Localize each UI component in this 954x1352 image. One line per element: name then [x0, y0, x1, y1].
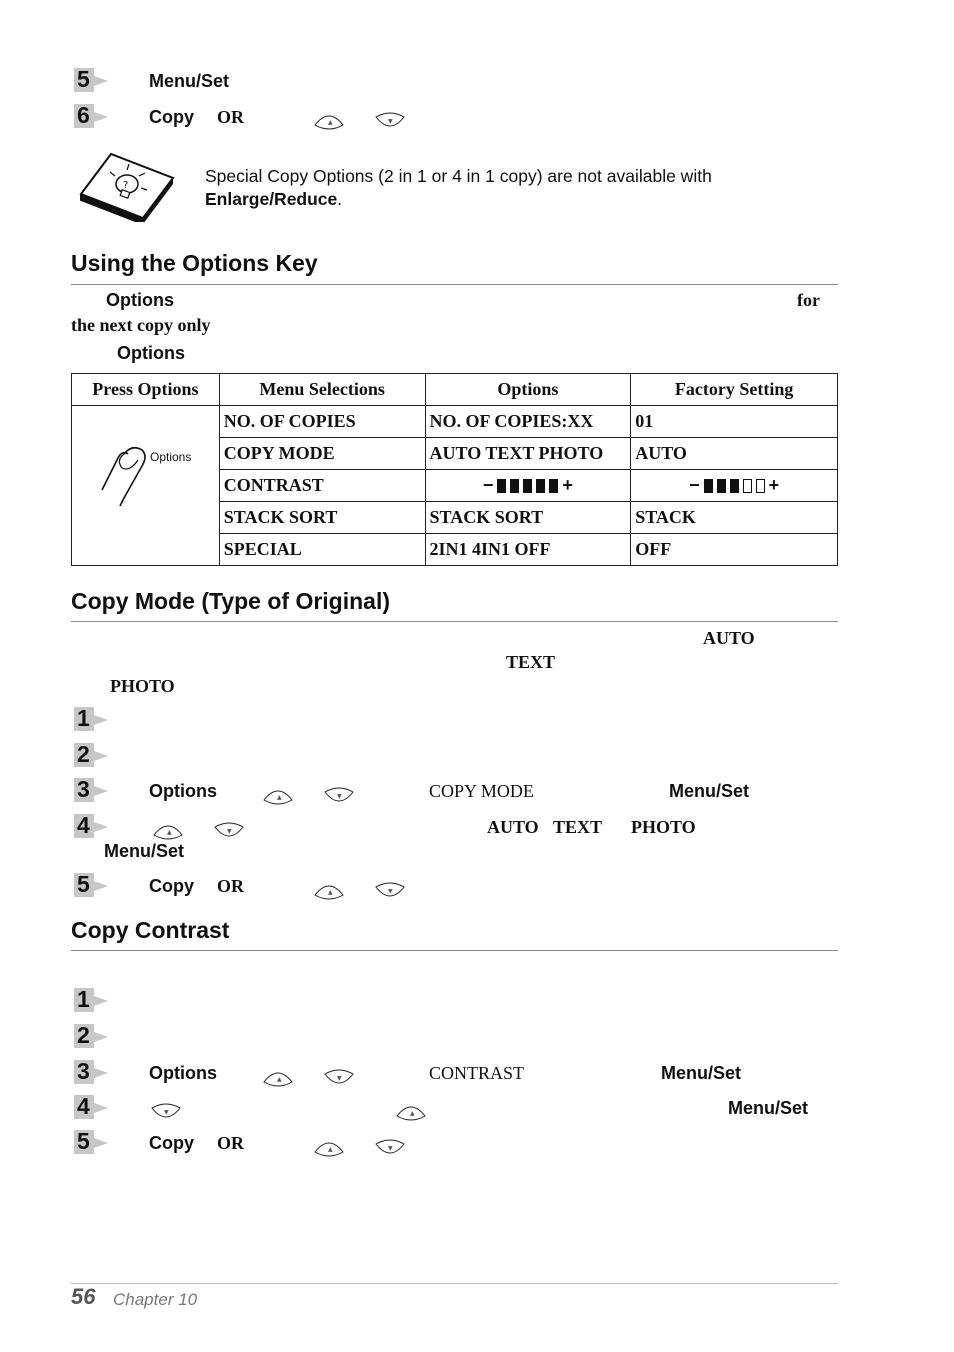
options-key-label: Options	[106, 290, 174, 310]
step-6-marker: 6	[74, 104, 110, 130]
svg-text:▲: ▲	[410, 1110, 415, 1117]
contrast-bar-empty	[756, 479, 765, 493]
or-label: OR	[217, 876, 244, 896]
step-4-marker: 4	[74, 814, 110, 840]
text-option-label: TEXT	[553, 817, 603, 837]
svg-text:▲: ▲	[328, 119, 333, 126]
note-text: Special Copy Options (2 in 1 or 4 in 1 copy) are not available with Enlarge/Reduce.	[205, 166, 712, 209]
step-1-marker: 1	[74, 988, 110, 1014]
contrast-factory-cell	[631, 470, 838, 502]
menu-cell: CONTRAST	[219, 470, 425, 502]
step-5-marker: 5	[74, 68, 110, 94]
options-cell: STACK SORT	[425, 502, 631, 534]
step-4-marker: 4	[74, 1095, 110, 1121]
down-arrow-key-icon	[213, 821, 245, 841]
svg-text:▼: ▼	[388, 888, 393, 895]
text-label: TEXT	[506, 652, 556, 672]
svg-text:▼: ▼	[388, 1145, 393, 1152]
svg-text:▼: ▼	[227, 828, 232, 835]
contrast-bar-filled	[497, 479, 506, 493]
up-arrow-key-icon	[395, 1102, 427, 1122]
header-options: Options	[425, 374, 631, 406]
section-title-copy-contrast: Copy Contrast	[71, 917, 230, 943]
chapter-label: Chapter 10	[113, 1290, 198, 1309]
or-label: OR	[217, 107, 244, 127]
up-arrow-key-icon	[313, 881, 345, 901]
page-number: 56	[71, 1284, 96, 1309]
options-cell: AUTO TEXT PHOTO	[425, 438, 631, 470]
section-divider	[71, 284, 838, 285]
footer-divider	[71, 1283, 838, 1284]
down-arrow-key-icon	[323, 786, 355, 806]
menu-set-key-label: Menu/Set	[149, 71, 230, 91]
contrast-bar-empty	[743, 479, 752, 493]
section-divider	[71, 621, 838, 622]
menu-cell: SPECIAL	[219, 534, 425, 566]
down-arrow-key-icon	[323, 1068, 355, 1088]
up-arrow-key-icon	[152, 821, 184, 841]
section-title-copy-mode: Copy Mode (Type of Original)	[71, 588, 391, 614]
for-label: for	[797, 290, 820, 310]
svg-text:▼: ▼	[164, 1109, 169, 1116]
factory-cell: STACK	[631, 502, 838, 534]
svg-text:▲: ▲	[277, 1076, 282, 1083]
svg-text:▲: ▲	[328, 1146, 333, 1153]
copy-key-label: Copy	[149, 876, 194, 896]
contrast-bar-filled	[510, 479, 519, 493]
auto-label: AUTO	[703, 628, 755, 648]
factory-cell: AUTO	[631, 438, 838, 470]
down-arrow-key-icon	[374, 111, 406, 131]
or-label: OR	[217, 1133, 244, 1153]
menu-set-key-label: Menu/Set	[728, 1098, 809, 1118]
contrast-bar-filled	[549, 479, 558, 493]
factory-cell: OFF	[631, 534, 838, 566]
table-row	[72, 406, 838, 438]
plus-sign: +	[768, 475, 780, 495]
step-2-marker: 2	[74, 743, 110, 769]
section-divider	[71, 950, 838, 951]
contrast-bar-filled	[523, 479, 532, 493]
up-arrow-key-icon	[313, 1138, 345, 1158]
factory-cell: 01	[631, 406, 838, 438]
svg-text:▲: ▲	[328, 889, 333, 896]
options-button-cell	[72, 406, 220, 566]
svg-text:▼: ▼	[337, 1075, 342, 1082]
step-5-marker: 5	[74, 1130, 110, 1156]
up-arrow-key-icon	[262, 1068, 294, 1088]
step-1-marker: 1	[74, 707, 110, 733]
auto-option-label: AUTO	[487, 817, 539, 837]
options-cell: 2IN1 4IN1 OFF	[425, 534, 631, 566]
next-copy-only-label: the next copy only	[71, 315, 211, 335]
down-arrow-key-icon	[150, 1102, 182, 1122]
menu-cell: STACK SORT	[219, 502, 425, 534]
header-factory-setting: Factory Setting	[631, 374, 838, 406]
contrast-bar-filled	[717, 479, 726, 493]
menu-set-key-label: Menu/Set	[669, 781, 750, 801]
options-key-label-2: Options	[117, 343, 185, 363]
photo-label: PHOTO	[110, 676, 175, 696]
down-arrow-key-icon	[374, 1138, 406, 1158]
contrast-bar-filled	[730, 479, 739, 493]
menu-cell: COPY MODE	[219, 438, 425, 470]
contrast-options-cell	[425, 470, 631, 502]
contrast-scale-full	[497, 479, 558, 493]
plus-sign: +	[562, 475, 573, 495]
step-2-marker: 2	[74, 1024, 110, 1050]
copy-key-label: Copy	[149, 107, 194, 127]
section-title-options-key: Using the Options Key	[71, 250, 318, 276]
copy-mode-menu-label: COPY MODE	[429, 781, 534, 801]
up-arrow-key-icon	[313, 111, 345, 131]
options-table	[71, 373, 838, 566]
svg-text:▲: ▲	[277, 794, 282, 801]
copy-key-label: Copy	[149, 1133, 194, 1153]
options-key-label: Options	[149, 781, 217, 801]
minus-sign: −	[689, 475, 700, 495]
menu-cell: NO. OF COPIES	[219, 406, 425, 438]
contrast-menu-label: CONTRAST	[429, 1063, 525, 1083]
photo-option-label: PHOTO	[631, 817, 696, 837]
options-button-label: Options	[150, 450, 192, 464]
header-press-options: Press Options	[72, 374, 220, 406]
up-arrow-key-icon	[262, 786, 294, 806]
svg-text:▼: ▼	[388, 118, 393, 125]
menu-set-key-label: Menu/Set	[661, 1063, 742, 1083]
contrast-bar-filled	[704, 479, 713, 493]
contrast-bar-filled	[536, 479, 545, 493]
svg-text:?: ?	[123, 180, 129, 191]
contrast-scale-default	[704, 479, 765, 493]
table-header-row	[72, 374, 838, 406]
step-3-marker: 3	[74, 1060, 110, 1086]
svg-text:▼: ▼	[337, 793, 342, 800]
lightbulb-note-icon	[77, 150, 175, 222]
menu-set-key-label: Menu/Set	[104, 841, 185, 861]
step-5-marker: 5	[74, 873, 110, 899]
svg-text:▲: ▲	[167, 829, 172, 836]
options-key-label: Options	[149, 1063, 217, 1083]
minus-sign: −	[482, 475, 494, 495]
header-menu-selections: Menu Selections	[219, 374, 425, 406]
step-3-marker: 3	[74, 778, 110, 804]
options-cell: NO. OF COPIES:XX	[425, 406, 631, 438]
down-arrow-key-icon	[374, 881, 406, 901]
